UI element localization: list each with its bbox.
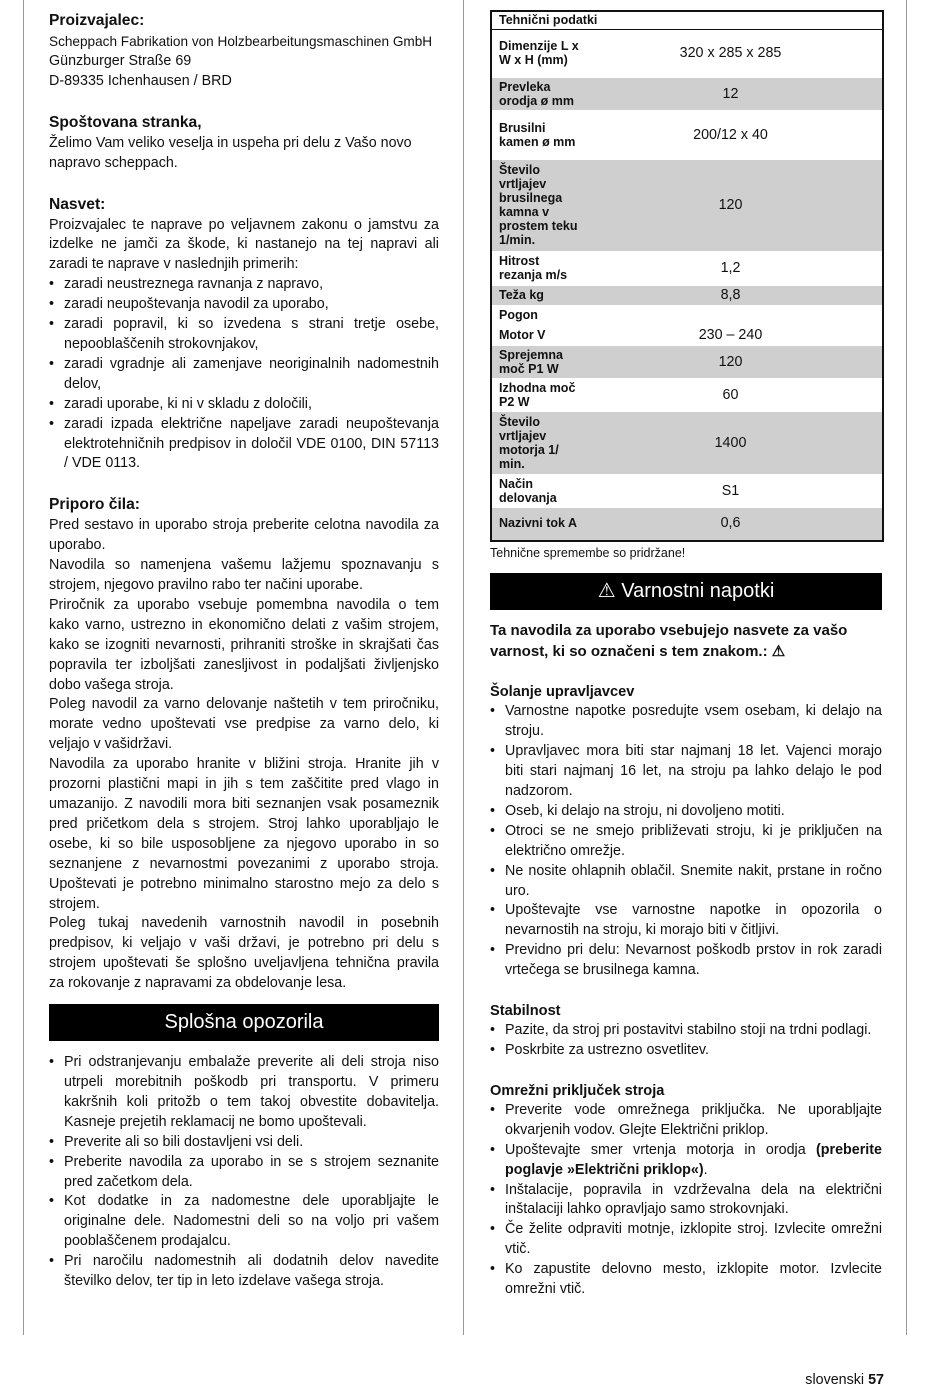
advice-text: Proizvajalec te naprave po veljavnem zakonu o jamstvu za izdelke ne jamči za škode, ki nastanejo na tej napravi ali zaradi te naprave v naslednjih primerih: bbox=[49, 216, 439, 273]
mains-item-text: Upoštevajte smer vrtenja motorja in orodja bbox=[505, 1141, 817, 1158]
table-row bbox=[491, 160, 883, 252]
advice-heading: Nasvet: bbox=[49, 195, 106, 213]
safety-intro bbox=[490, 620, 882, 662]
spec-value bbox=[579, 306, 883, 326]
table-row bbox=[491, 30, 883, 78]
manufacturer-line: Scheppach Fabrikation von Holzbearbeitungsmaschinen GmbH bbox=[49, 34, 433, 49]
table-row bbox=[491, 475, 883, 508]
table-row bbox=[491, 306, 883, 326]
spec-value: 120 bbox=[579, 346, 883, 379]
spec-label: Izhodna moč P2 W bbox=[491, 379, 579, 412]
list-item: • Preberite navodila za uporabo in se s strojem seznanite pred začetkom dela. bbox=[49, 1153, 439, 1193]
table-row bbox=[491, 78, 883, 111]
table-row bbox=[491, 252, 883, 286]
spec-label: Hitrost rezanja m/s bbox=[491, 252, 579, 286]
spec-label: Sprejemna moč P1 W bbox=[491, 346, 579, 379]
list-item: • Ne nosite ohlapnih oblačil. Snemite nakit, prstane in ročno uro. bbox=[490, 862, 882, 902]
list-item bbox=[490, 1141, 882, 1181]
list-item: • Previdno pri delu: Nevarnost poškodb prstov in rok zaradi vrtečega se brusilnega kamna. bbox=[490, 941, 882, 981]
spec-value: 200/12 x 40 bbox=[579, 111, 883, 160]
recommend-paragraph: Poleg tukaj navedenih varnostnih navodil in posebnih predpisov, ki veljajo v vaši državi, je potrebno pri delu s strojem upoštevati še splošno uveljavljena tehnična pravila za rokovanje z napravami za obdelovanje lesa. bbox=[49, 915, 439, 992]
stability-list bbox=[490, 1021, 882, 1061]
recommend-paragraph: Navodila za uporabo hranite v bližini stroja. Hranite jih v prozorni plastični mapi in jih s tem zaščitite pred vlago in umazanijo. Z navodili mora biti seznanjen vsak posameznik pred pričetkom dela s strojem. Stroj lahko uporabljajo le osebe, ki so bile usposobljene za njegovo uporabo in so seznanjene z nevarnostmi povezanimi z uporabo stroja. Upoštevati je potrebno minimalno starostno mejo za delo s strojem. bbox=[49, 756, 439, 912]
mains-item-bold: (preberite poglavje »Električni priklop«) bbox=[505, 1141, 882, 1178]
list-item: • Otroci se ne smejo približevati stroju, ki je priključen na električno omrežje. bbox=[490, 822, 882, 862]
spec-label: Prevleka orodja ø mm bbox=[491, 78, 579, 111]
general-warnings-banner: Splošna opozorila bbox=[49, 1004, 439, 1041]
safety-intro-text: Ta navodila za uporabo vsebujejo nasvete za vašo varnost, ki so označeni s tem znakom.: bbox=[490, 622, 848, 661]
list-item: • zaradi uporabe, ki ni v skladu z določili, bbox=[49, 395, 439, 415]
spec-label: Dimenzije L x W x H (mm) bbox=[491, 30, 579, 78]
recommend-heading: Priporo čila: bbox=[49, 496, 140, 514]
list-item: • zaradi neustreznega ravnanja z napravo, bbox=[49, 275, 439, 295]
list-item: • Varnostne napotke posredujte vsem osebam, ki delajo na stroju. bbox=[490, 702, 882, 742]
warning-triangle-icon: ⚠ bbox=[771, 643, 786, 661]
spec-label: Teža kg bbox=[491, 286, 579, 306]
safety-banner bbox=[490, 573, 882, 610]
spec-value: 230 – 240 bbox=[579, 326, 883, 346]
table-note: Tehnične spremembe so pridržane! bbox=[490, 545, 686, 560]
list-item: • Preverite ali so bili dostavljeni vsi deli. bbox=[49, 1133, 439, 1153]
mains-item-end: . bbox=[703, 1161, 708, 1178]
list-item: • zaradi izpada električne napeljave zaradi neupoštevanja elektrotehničnih predpisov in določil VDE 0100, DIN 57113 / VDE 0113. bbox=[49, 415, 439, 475]
list-item: • zaradi neupoštevanja navodil za uporabo, bbox=[49, 295, 439, 315]
spec-label: Brusilni kamen ø mm bbox=[491, 111, 579, 160]
column-divider bbox=[23, 0, 24, 1335]
table-row bbox=[491, 412, 883, 475]
manufacturer-heading: Proizvajalec: bbox=[49, 12, 145, 29]
spec-label: Način delovanja bbox=[491, 475, 579, 508]
spec-label: Motor V bbox=[491, 326, 579, 346]
spec-value: 1,2 bbox=[579, 252, 883, 286]
list-item: • Pri odstranjevanju embalaže preverite ali deli stroja niso utrpeli morebitnih poškodb pri transportu. V primeru kakršnih koli pritožb o tem takoj obvestite dobavitelja. Kasneje prejetih reklamacij ne bomo upoštevali. bbox=[49, 1053, 439, 1133]
list-item: • Upoštevajte vse varnostne napotke in opozorila o nevarnostih na stroju, ki morajo biti v čitljivi. bbox=[490, 901, 882, 941]
table-title: Tehnični podatki bbox=[491, 11, 883, 30]
manufacturer-line: Günzburger Straße 69 bbox=[49, 52, 192, 69]
spec-value: 120 bbox=[579, 160, 883, 252]
spec-value: 0,6 bbox=[579, 508, 883, 541]
spec-value: 8,8 bbox=[579, 286, 883, 306]
column-divider bbox=[906, 0, 907, 1335]
spec-label: Število vrtljajev brusilnega kamna v prostem teku 1/min. bbox=[491, 160, 579, 252]
list-item: • Inštalacije, popravila in vzdrževalna dela na električni inštalaciji lahko opravljajo samo strokovnjaki. bbox=[490, 1181, 882, 1221]
recommend-paragraph: Poleg navodil za varno delovanje naštetih v tem priročniku, morate vedno upoštevati vse predpise za varno delo, ki veljajo v vašidržavi. bbox=[49, 696, 439, 753]
spec-value: S1 bbox=[579, 475, 883, 508]
spec-label: Število vrtljajev motorja 1/ min. bbox=[491, 412, 579, 475]
list-item: • Poskrbite za ustrezno osvetlitev. bbox=[490, 1041, 882, 1061]
mains-heading: Omrežni priključek stroja bbox=[490, 1082, 665, 1099]
stability-heading: Stabilnost bbox=[490, 1003, 561, 1020]
advice-list bbox=[49, 275, 439, 474]
column-divider bbox=[463, 0, 464, 1335]
left-column bbox=[49, 10, 439, 1292]
recommend-paragraph: Navodila so namenjena vašemu lažjemu spoznavanju s strojem, njegovo pravilno rabo ter načini uporabe. bbox=[49, 557, 439, 594]
page-footer bbox=[805, 1372, 884, 1388]
safety-banner-label: Varnostni napotki bbox=[621, 580, 775, 603]
manufacturer-line: D-89335 Ichenhausen / BRD bbox=[49, 72, 232, 89]
list-item: • Upravljavec mora biti star najmanj 18 let. Vajenci morajo biti stari najmanj 16 let, na stroju pa lahko delajo le pod nadzorom. bbox=[490, 742, 882, 802]
list-item: • Ko zapustite delovno mesto, izklopite motor. Izvlecite omrežni vtič. bbox=[490, 1260, 882, 1300]
recommend-paragraph: Priročnik za uporabo vsebuje pomembna navodila o tem kako varno, ustrezno in ekonomično delati z vašim strojem, kako se izogniti nevarnosti, prihraniti stroške in skrajšati čas popravila ter izboljšati zanesljivost in podaljšati življenjsko dobo vašega stroja. bbox=[49, 596, 439, 693]
table-row bbox=[491, 379, 883, 412]
list-item: • Pazite, da stroj pri postavitvi stabilno stoji na trdni podlagi. bbox=[490, 1021, 882, 1041]
list-item: • Preverite vode omrežnega priključka. Ne uporabljajte okvarjenih vodov. Glejte Električni priklop. bbox=[490, 1101, 882, 1141]
technical-data-table bbox=[490, 10, 884, 542]
spec-label: Nazivni tok A bbox=[491, 508, 579, 541]
warning-triangle-icon: ⚠ bbox=[597, 580, 616, 603]
general-warnings-list bbox=[49, 1053, 439, 1292]
table-row bbox=[491, 286, 883, 306]
table-row bbox=[491, 346, 883, 379]
list-item: • zaradi vgradnje ali zamenjave neoriginalnih nadomestnih delov, bbox=[49, 355, 439, 395]
list-item: • Kot dodatke in za nadomestne dele uporabljajte le originalne dele. Nadomestni deli so na voljo pri vašem pooblaščenem prodajalcu. bbox=[49, 1192, 439, 1252]
spec-value: 12 bbox=[579, 78, 883, 111]
spec-value: 60 bbox=[579, 379, 883, 412]
recommend-paragraph: Pred sestavo in uporabo stroja preberite celotna navodila za uporabo. bbox=[49, 517, 439, 554]
dear-text: Želimo Vam veliko veselja in uspeha pri delu z Vašo novo napravo scheppach. bbox=[49, 134, 412, 171]
table-row bbox=[491, 111, 883, 160]
training-heading: Šolanje upravljavcev bbox=[490, 684, 635, 701]
dear-heading: Spoštovana stranka, bbox=[49, 113, 202, 131]
right-column bbox=[490, 10, 882, 1300]
list-item: • Če želite odpraviti motnje, izklopite stroj. Izvlecite omrežni vtič. bbox=[490, 1220, 882, 1260]
spec-value: 1400 bbox=[579, 412, 883, 475]
footer-language: slovenski bbox=[805, 1372, 865, 1388]
page-number: 57 bbox=[868, 1372, 884, 1388]
spec-value: 320 x 285 x 285 bbox=[579, 30, 883, 78]
spec-label: Pogon bbox=[491, 306, 579, 326]
table-row bbox=[491, 508, 883, 541]
table-row bbox=[491, 326, 883, 346]
mains-list bbox=[490, 1101, 882, 1300]
list-item: • zaradi popravil, ki so izvedena s strani tretje osebe, nepooblaščenih strokovnjakov, bbox=[49, 315, 439, 355]
list-item: • Oseb, ki delajo na stroju, ni dovoljeno motiti. bbox=[490, 802, 882, 822]
training-list bbox=[490, 702, 882, 981]
list-item: • Pri naročilu nadomestnih ali dodatnih delov navedite številko delov, ter tip in leto izdelave vašega stroja. bbox=[49, 1252, 439, 1292]
